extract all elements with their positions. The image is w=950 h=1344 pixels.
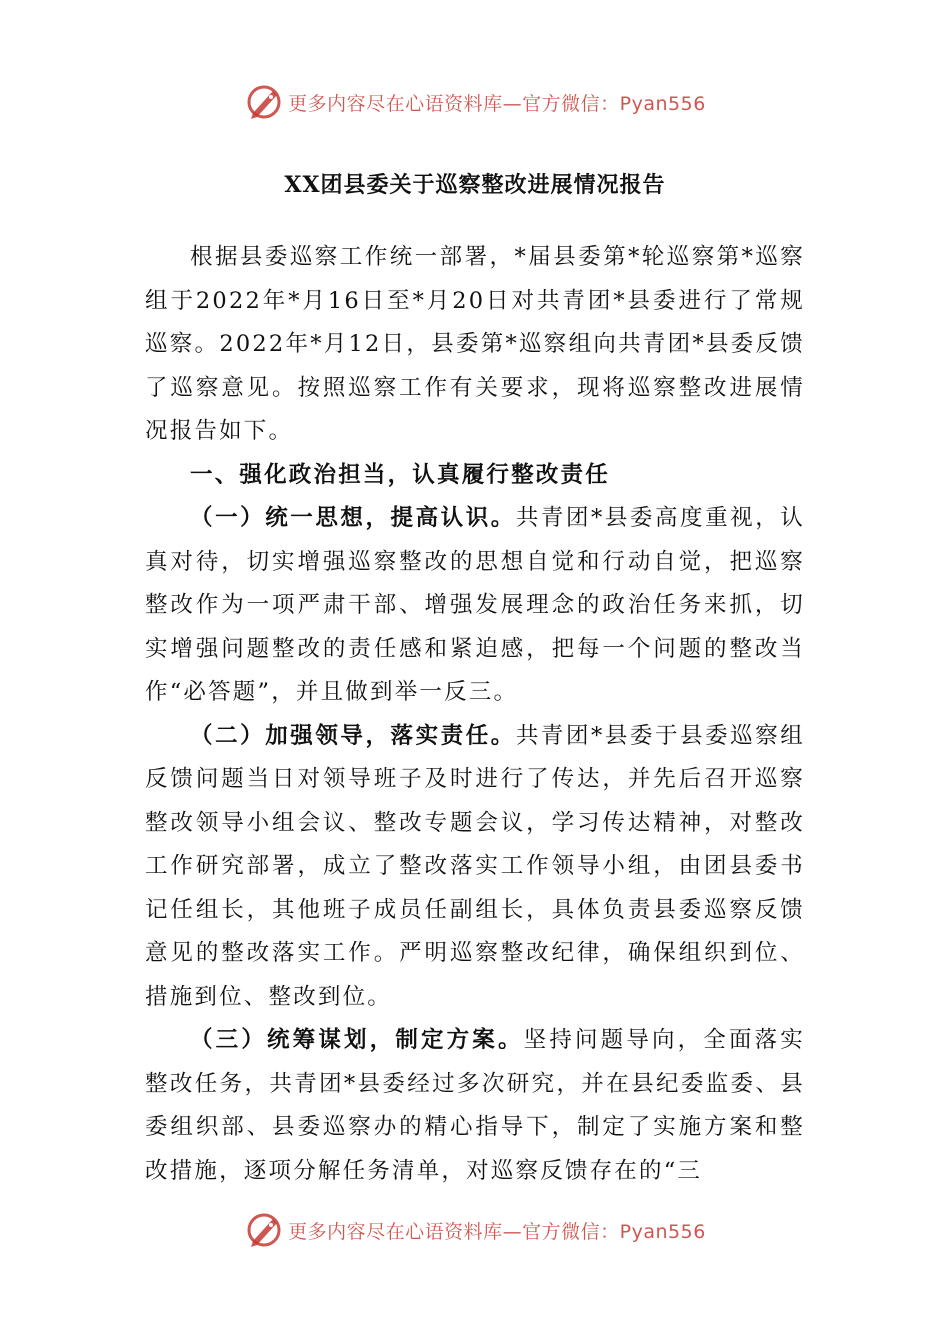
document-body [145, 236, 805, 1193]
pen-circle-logo-icon [244, 1210, 284, 1250]
item-paragraph [145, 1019, 805, 1193]
section-heading: 一、强化政治担当，认真履行整改责任 [190, 461, 610, 488]
item-text: 共青团*县委高度重视，认真对待，切实增强巡察整改的思想自觉和行动自觉，把巡察整改作为一项严肃干部、增强发展理念的政治任务来抓，切实增强问题整改的责任感和紧迫感，把每一个问题的整改当作“必答题”，并且做到举一反三。 [145, 505, 805, 705]
intro-paragraph: 根据县委巡察工作统一部署，*届县委第*轮巡察第*巡察组于2022年*月16日至*月20日对共青团*县委进行了常规巡察。2022年*月12日，县委第*巡察组向共青团*县委反馈了巡察意见。按照巡察工作有关要求，现将巡察整改进展情况报告如下。 [145, 244, 805, 444]
item-text: 共青团*县委于县委巡察组反馈问题当日对领导班子及时进行了传达，并先后召开巡察整改领导小组会议、整改专题会议，学习传达精神，对整改工作研究部署，成立了整改落实工作领导小组，由团县委书记任组长，其他班子成员任副组长，具体负责县委巡察反馈意见的整改落实工作。严明巡察整改纪律，确保组织到位、措施到位、整改到位。 [145, 722, 805, 1010]
pen-circle-logo-icon [244, 82, 284, 122]
item-lead: （一）统一思想，提高认识。 [190, 505, 516, 531]
item-lead: （二）加强领导，落实责任。 [190, 722, 516, 749]
item-text: 坚持问题导向，全面落实整改任务，共青团*县委经过多次研究，并在县纪委监委、县委组织部、县委巡察办的精心指导下，制定了实施方案和整改措施，逐项分解任务清单，对巡察反馈存在的“三 [145, 1027, 806, 1184]
watermark-banner-bottom [0, 1208, 950, 1252]
item-paragraph [145, 715, 805, 1020]
watermark-text: 更多内容尽在心语资料库—官方微信：Pyan556 [288, 92, 706, 115]
item-paragraph [145, 497, 805, 715]
document-title: XX团县委关于巡察整改进展情况报告 [284, 172, 666, 198]
watermark-text: 更多内容尽在心语资料库—官方微信：Pyan556 [288, 1220, 706, 1243]
item-lead: （三）统筹谋划，制定方案。 [190, 1027, 524, 1053]
watermark-banner-top [0, 80, 950, 124]
